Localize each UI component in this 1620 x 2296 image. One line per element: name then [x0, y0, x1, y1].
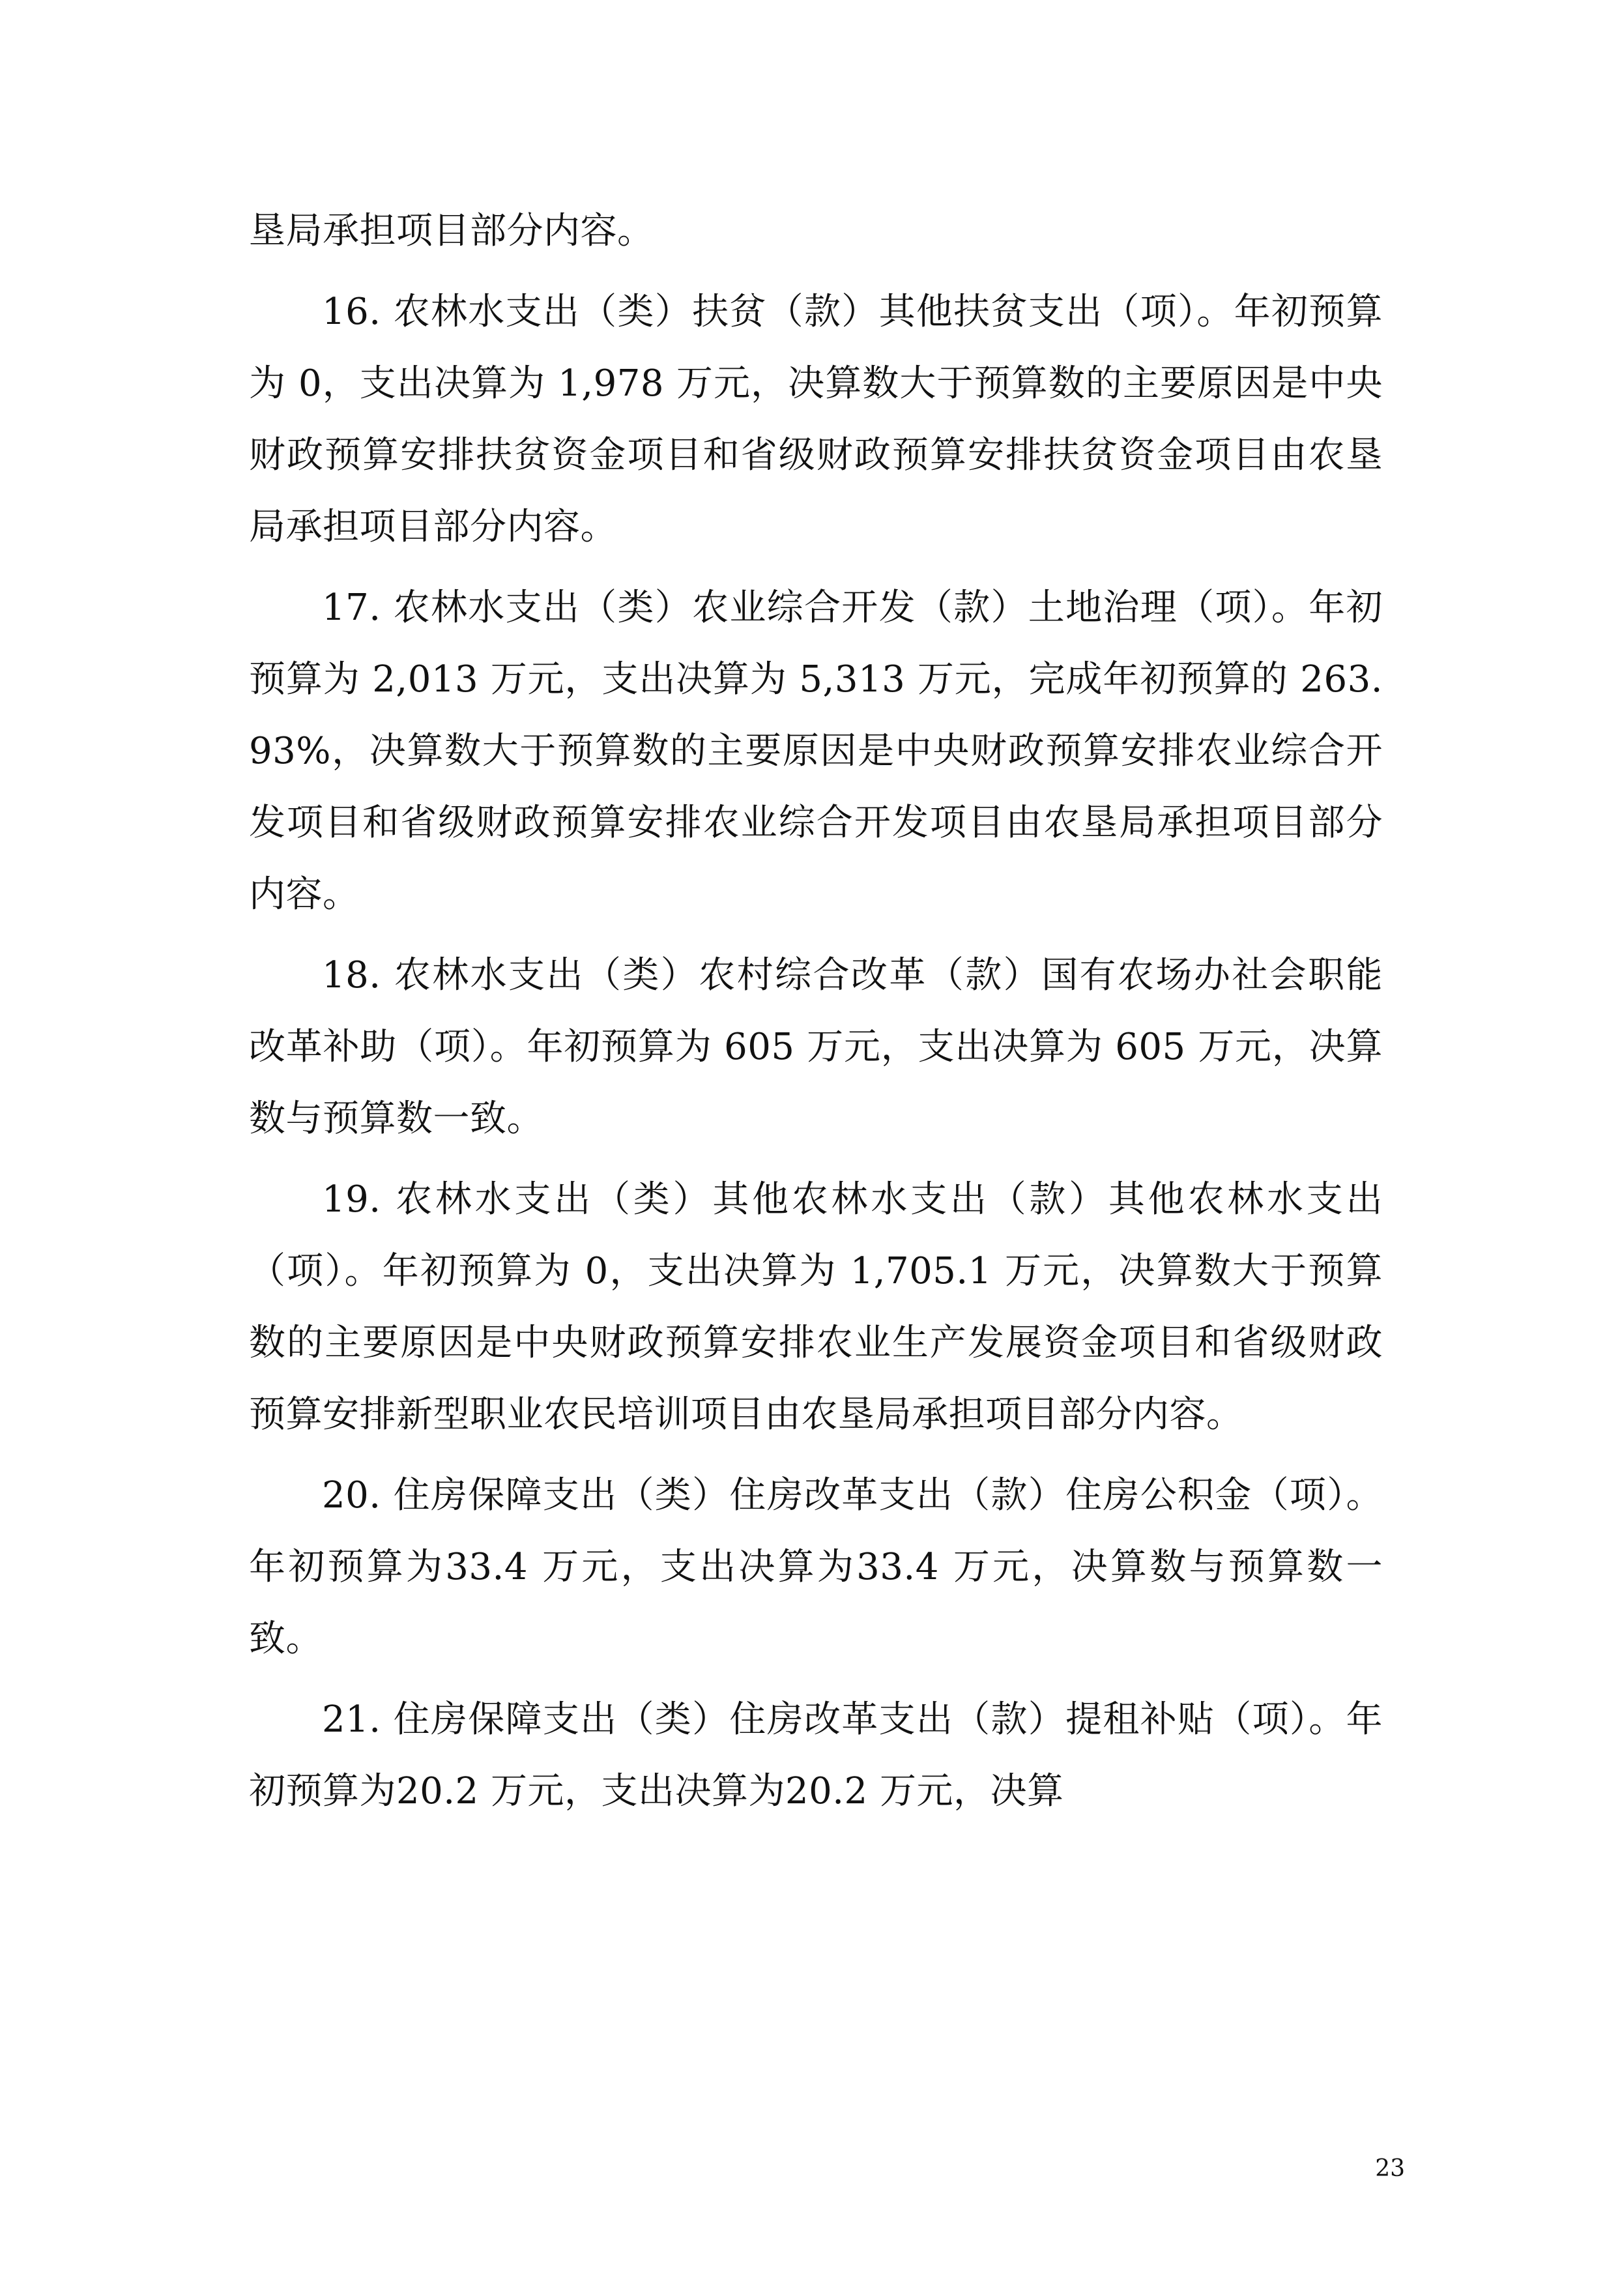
paragraph-item-16: 16. 农林水支出（类）扶贫（款）其他扶贫支出（项）。年初预算为 0，支出决算为 1,978 万元，决算数大于预算数的主要原因是中央财政预算安排扶贫资金项目和省级财政预算安排扶贫资金项目由农垦局承担项目部分内容。: [249, 291, 1383, 548]
paragraph-item-18: 18. 农林水支出（类）农村综合改革（款）国有农场办社会职能改革补助（项）。年初预算为 605 万元，支出决算为 605 万元，决算数与预算数一致。: [249, 954, 1383, 1140]
paragraph-item-21: 21. 住房保障支出（类）住房改革支出（款）提租补贴（项）。年初预算为20.2 万元，支出决算为20.2 万元，决算: [249, 1698, 1383, 1812]
paragraph-item-20: 20. 住房保障支出（类）住房改革支出（款）住房公积金（项）。年初预算为33.4 万元，支出决算为33.4 万元，决算数与预算数一致。: [249, 1474, 1383, 1660]
document-body: [249, 196, 1383, 1837]
paragraph-continued: 垦局承担项目部分内容。: [249, 210, 654, 252]
paragraph-item-19: 19. 农林水支出（类）其他农林水支出（款）其他农林水支出（项）。年初预算为 0，支出决算为 1,705.1 万元，决算数大于预算数的主要原因是中央财政预算安排农业生产发展资金项目和省级财政预算安排新型职业农民培训项目由农垦局承担项目部分内容。: [249, 1178, 1383, 1436]
paragraph-item-17: 17. 农林水支出（类）农业综合开发（款）土地治理（项）。年初预算为 2,013 万元，支出决算为 5,313 万元，完成年初预算的 263.93%，决算数大于预算数的主要原因是中央财政预算安排农业综合开发项目和省级财政预算安排农业综合开发项目由农垦局承担项目部分内容。: [249, 587, 1383, 916]
page-number: 23: [1375, 2155, 1405, 2182]
